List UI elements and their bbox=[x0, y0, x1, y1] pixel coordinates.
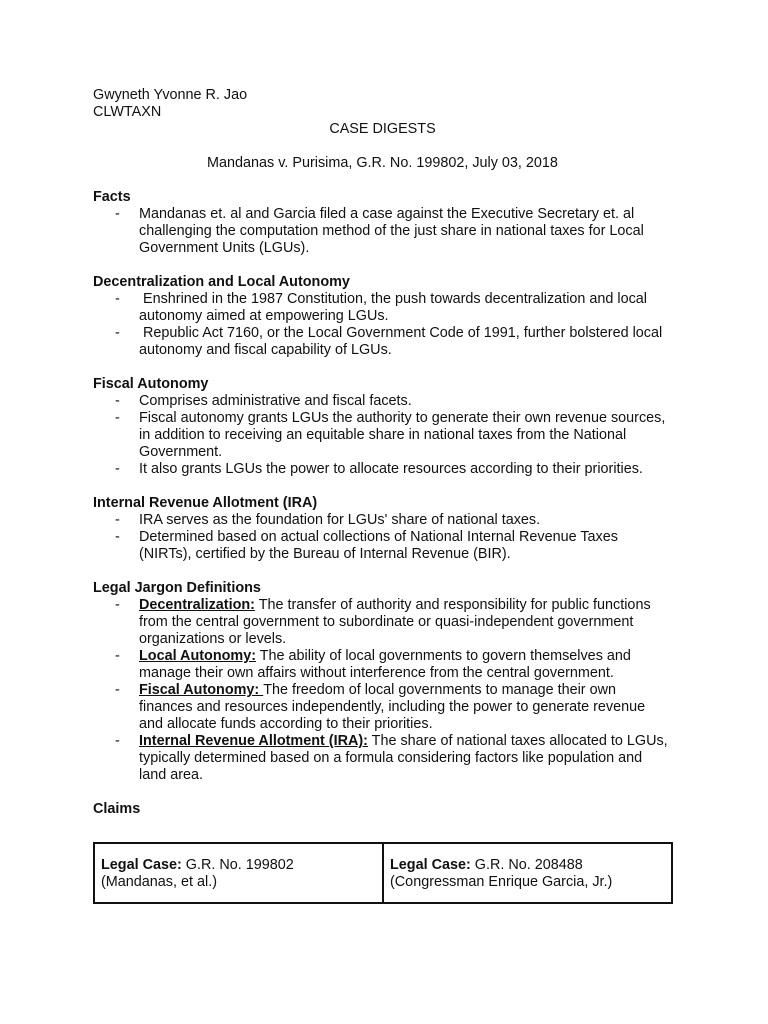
legal-case-label: Legal Case: bbox=[390, 857, 471, 873]
term-decentralization: Decentralization: bbox=[139, 597, 255, 613]
legal-case-label: Legal Case: bbox=[101, 857, 182, 873]
jargon-heading: Legal Jargon Definitions bbox=[93, 580, 261, 596]
ira-list bbox=[93, 512, 672, 563]
document-title: CASE DIGESTS bbox=[329, 121, 436, 137]
list-item: - Internal Revenue Allotment (IRA): The share of national taxes allocated to LGUs, typically determined based on a formula considering factors like population and land area. bbox=[115, 733, 672, 783]
ira-heading: Internal Revenue Allotment (IRA) bbox=[93, 495, 318, 511]
list-item: - Fiscal autonomy grants LGUs the authority to generate their own revenue sources, in addition to receiving an equitable share in national taxes from the National Government. bbox=[115, 410, 666, 460]
decentralization-heading: Decentralization and Local Autonomy bbox=[93, 274, 350, 290]
fiscal-autonomy-list bbox=[93, 393, 672, 478]
table-cell-left bbox=[94, 843, 383, 903]
legal-case-value: G.R. No. 199802 bbox=[181, 857, 294, 873]
list-item: - It also grants LGUs the power to allocate resources according to their priorities. bbox=[115, 461, 643, 477]
list-item: - Fiscal Autonomy: The freedom of local governments to manage their own finances and resources independently, including the power to generate revenue and allocate funds according to their priorities. bbox=[115, 682, 650, 732]
claims-heading: Claims bbox=[93, 801, 141, 817]
list-item: - Comprises administrative and fiscal facets. bbox=[115, 393, 412, 409]
term-ira: Internal Revenue Allotment (IRA): bbox=[139, 733, 368, 749]
case-title: Mandanas v. Purisima, G.R. No. 199802, July 03, 2018 bbox=[207, 155, 558, 171]
facts-heading: Facts bbox=[93, 189, 131, 205]
author-name: Gwyneth Yvonne R. Jao bbox=[93, 87, 248, 103]
table-row bbox=[94, 843, 672, 903]
list-item: - Enshrined in the 1987 Constitution, the push towards decentralization and local autonomy aimed at empowering LGUs. bbox=[115, 291, 651, 324]
jargon-list bbox=[93, 597, 672, 784]
list-item: - IRA serves as the foundation for LGUs' share of national taxes. bbox=[115, 512, 541, 528]
facts-list bbox=[93, 206, 672, 257]
list-item: - Local Autonomy: The ability of local governments to govern themselves and manage their own affairs without interference from the central government. bbox=[115, 648, 635, 681]
table-cell-right bbox=[383, 843, 672, 903]
party-name: (Mandanas, et al.) bbox=[101, 874, 217, 890]
term-fiscal-autonomy: Fiscal Autonomy: bbox=[139, 682, 264, 698]
fiscal-autonomy-heading: Fiscal Autonomy bbox=[93, 376, 209, 392]
claims-table bbox=[93, 842, 673, 904]
decentralization-list bbox=[93, 291, 672, 359]
list-item: - Republic Act 7160, or the Local Government Code of 1991, further bolstered local autonomy and fiscal capability of LGUs. bbox=[115, 325, 667, 358]
list-item: - Determined based on actual collections of National Internal Revenue Taxes (NIRTs), certified by the Bureau of Internal Revenue (BIR). bbox=[115, 529, 618, 562]
legal-case-value: G.R. No. 208488 bbox=[470, 857, 583, 873]
term-local-autonomy: Local Autonomy: bbox=[139, 648, 256, 664]
list-item: - Mandanas et. al and Garcia filed a case against the Executive Secretary et. al challenging the computation method of the just share in national taxes for Local Government Units (LGUs). bbox=[115, 206, 644, 256]
party-name: (Congressman Enrique Garcia, Jr.) bbox=[390, 874, 613, 890]
course-code: CLWTAXN bbox=[93, 104, 162, 120]
list-item: - Decentralization: The transfer of authority and responsibility for public functions from the central government to subordinate or quasi-independent government organizations or levels. bbox=[115, 597, 655, 647]
